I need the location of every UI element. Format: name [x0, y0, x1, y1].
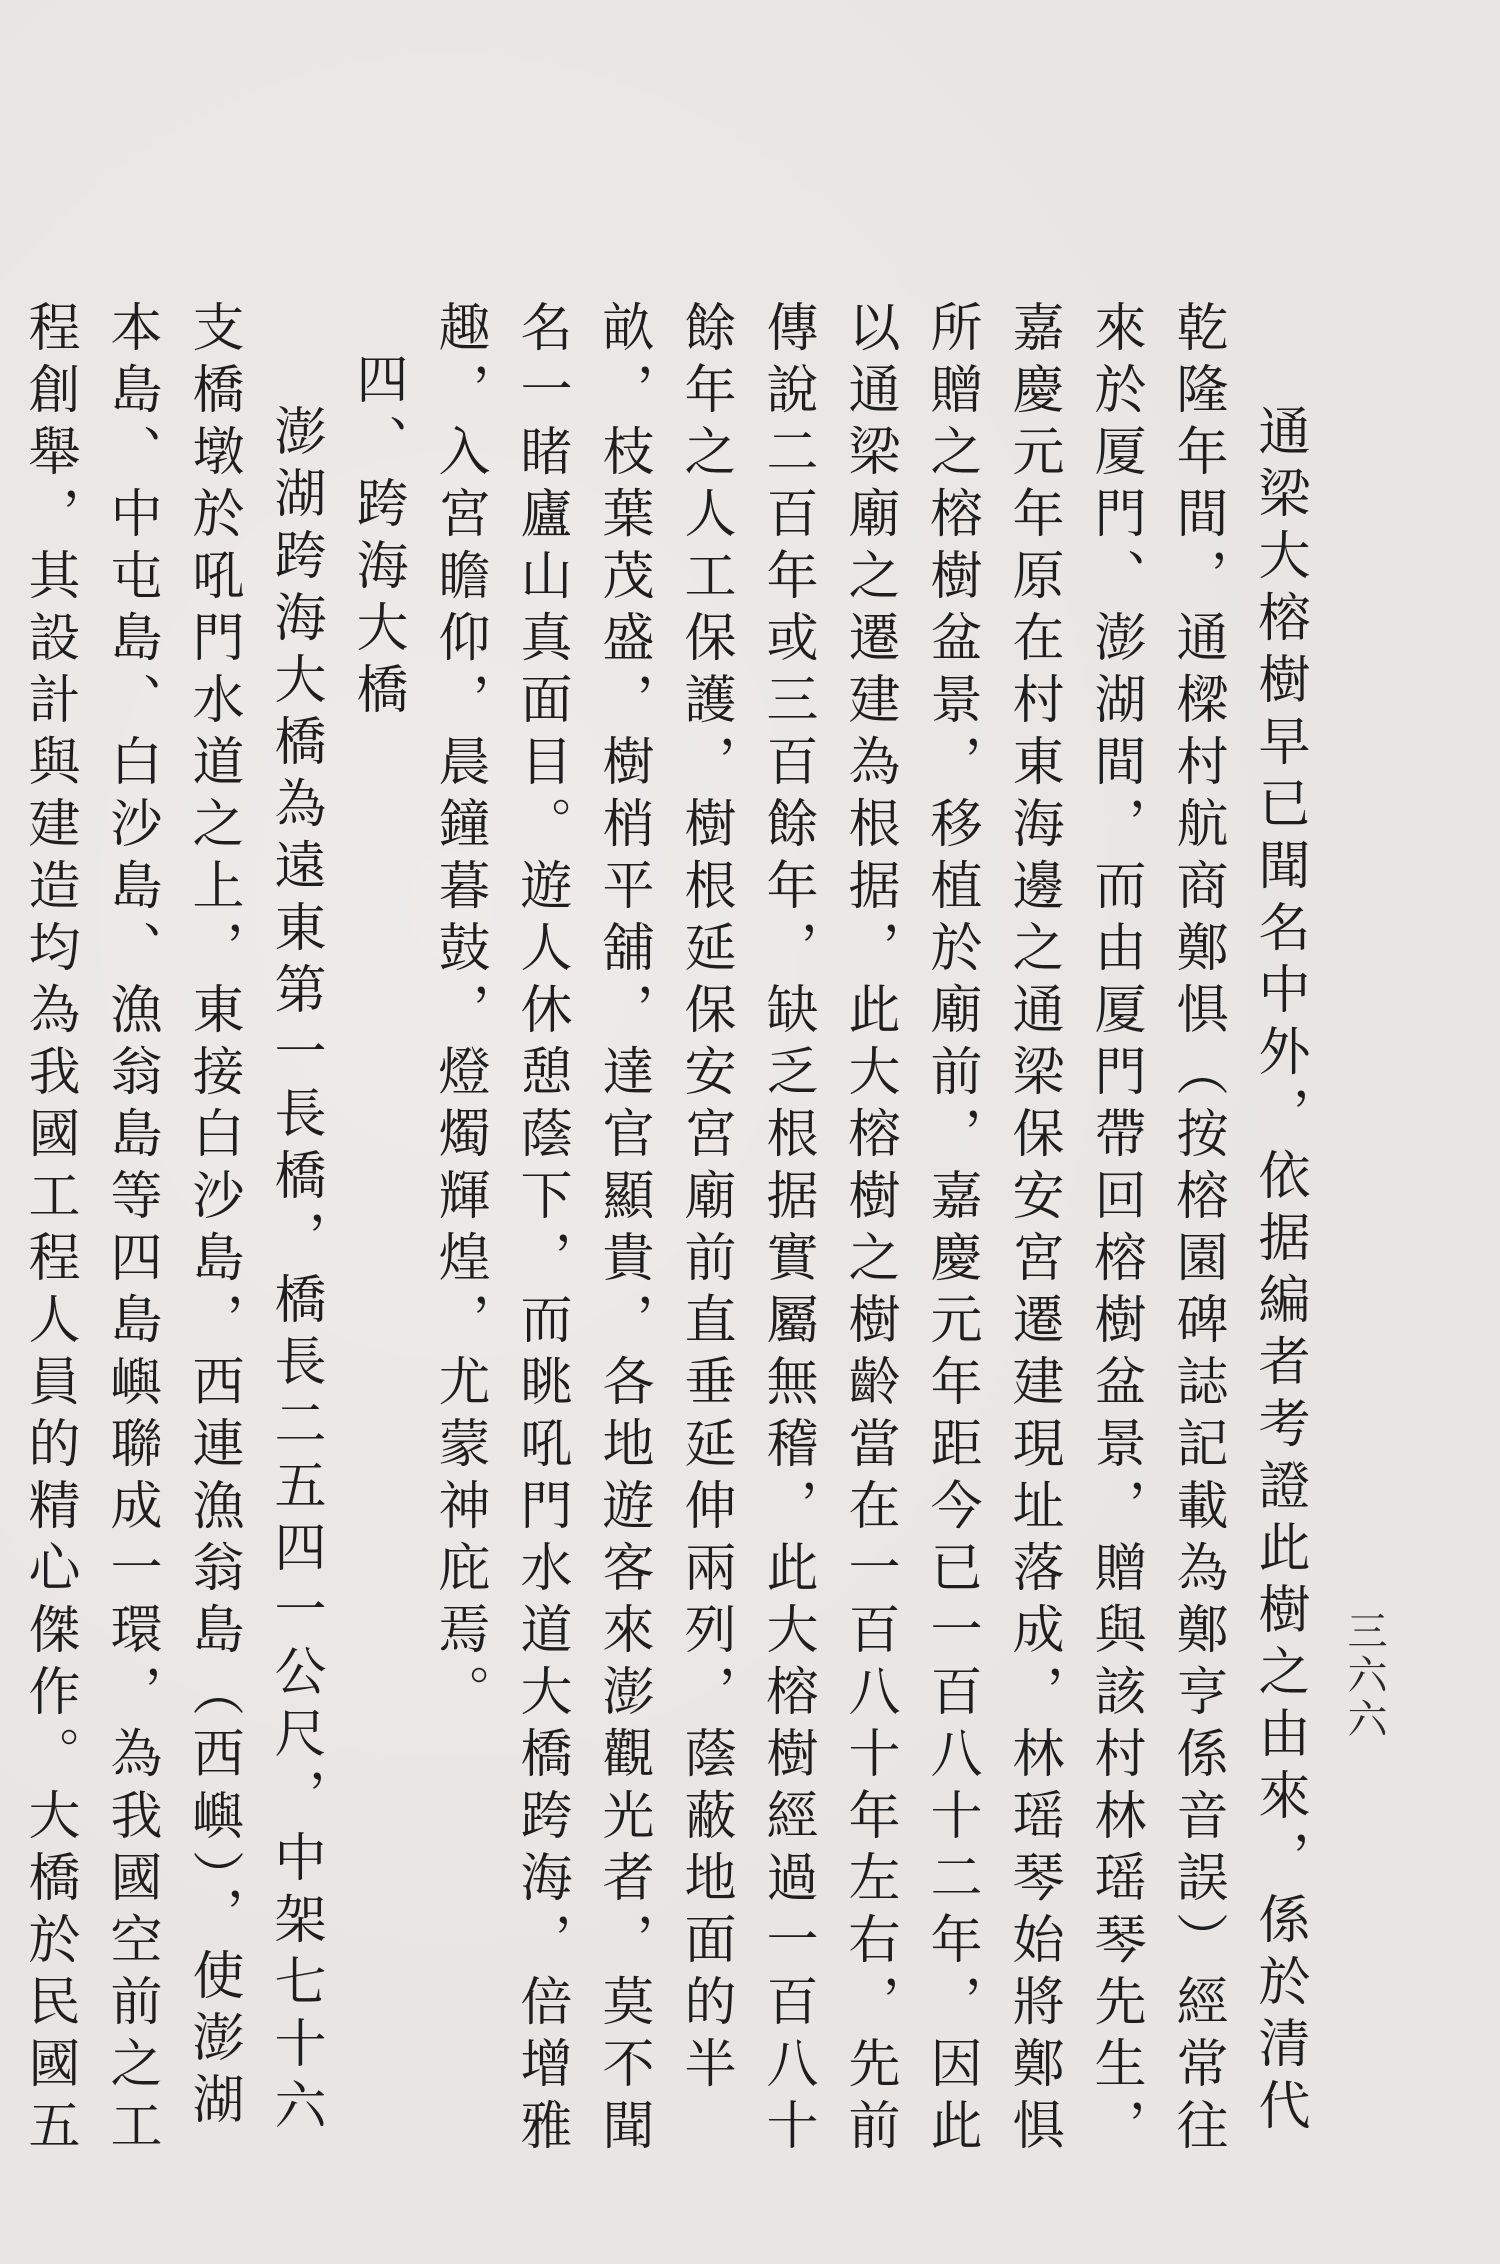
section-heading-cross-sea-bridge: 四、跨海大橋 — [347, 352, 407, 724]
paragraph-cross-sea-bridge: 澎湖跨海大橋為遠東第一長橋，橋長二五四一公尺，中架七十六支橋墩於吼門水道之上，東接白沙島，西連漁翁島（西嶼），使澎湖本島、中屯島、白沙島、漁翁島等四島嶼聯成一環，為我國空前之工程創舉，其設計與建造均為我國工程人員的精心傑作。大橋於民國五 — [19, 300, 325, 2160]
paragraph-banyan-tree: 通梁大榕樹早已聞名中外，依据編者考證此樹之由來，係於清代乾隆年間，通樑村航商鄭惧（按榕園碑誌記載為鄭亨係音誤）經常往來於厦門、澎湖間，而由厦門帶回榕樹盆景，贈與該村林瑶琴先生，嘉慶元年原在村東海邊之通梁保安宮遷建現址落成，林瑶琴始將鄭惧所贈之榕樹盆景，移植於廟前，嘉慶元年距今已一百八十二年，因此以通梁廟之遷建為根据，此大榕樹之樹齡當在一百八十年左右，先前傳說二百年或三百餘年，缺乏根据實屬無稽，此大榕樹經過一百八十餘年之人工保護，樹根延保安宮廟前直垂延伸兩列，蔭蔽地面的半畝，枝葉茂盛，樹梢平舖，達官顯貴，各地遊客來澎觀光者，莫不聞名一睹廬山真面目。遊人休憩蔭下，而眺吼門水道大橋跨海，倍增雅趣，入宮瞻仰，晨鐘暮鼓，燈燭輝煌，尤蒙神庇焉。 — [429, 300, 1309, 2160]
page-number: 三六六 — [1341, 1610, 1387, 1742]
body-text — [19, 300, 1320, 2160]
